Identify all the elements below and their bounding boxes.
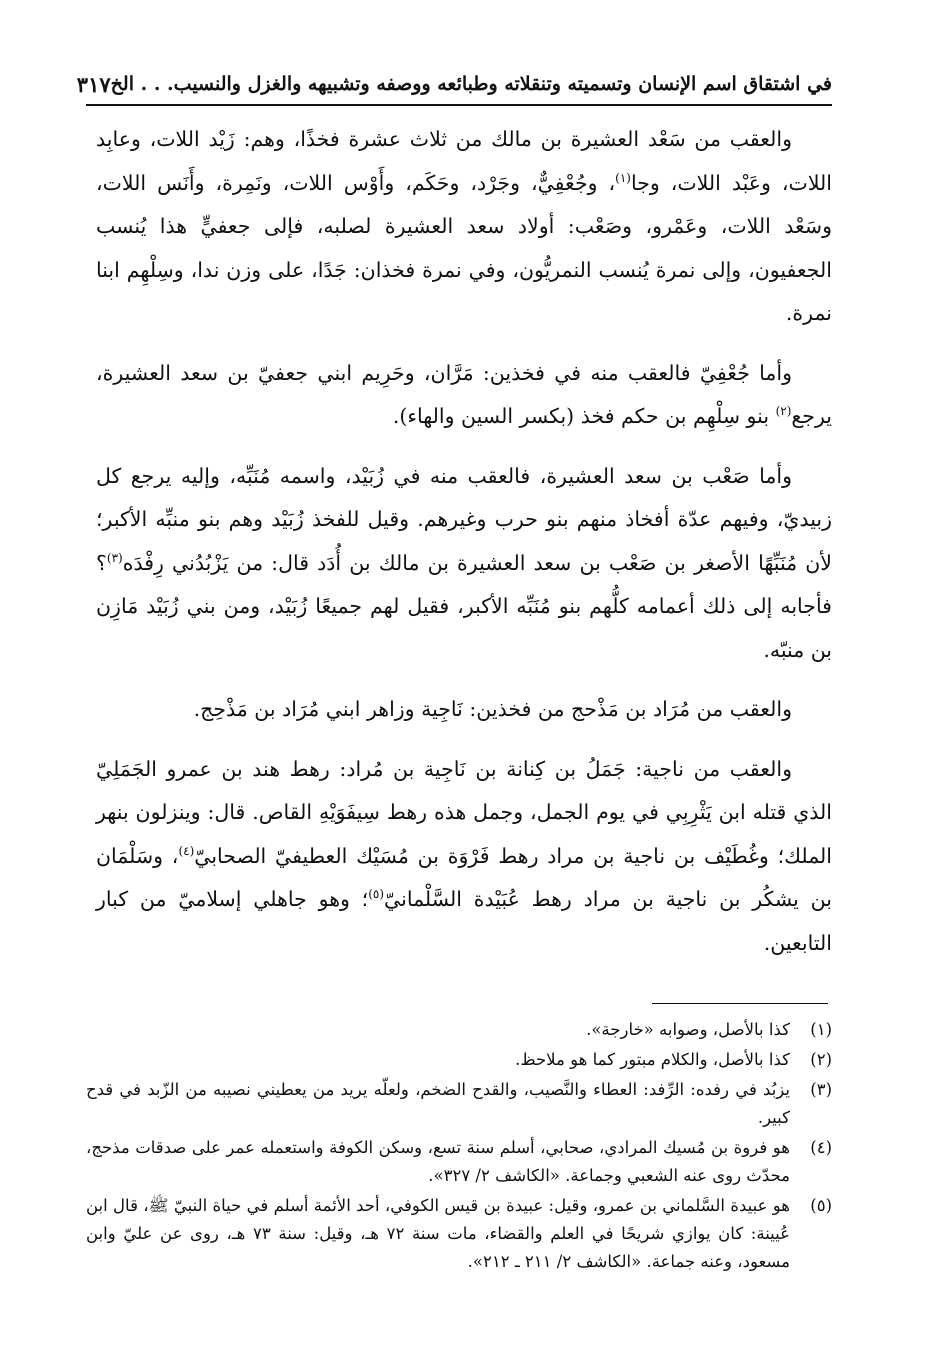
paragraph-1-continuation: ، وجُعْفِيٌّ، وجَرْد، وحَكَم، وأَوْس اللات، ونَمِرة، وأَنَس اللات، وسَعْد اللات، وعَمْرو، وصَعْب: أولاد سعد العشيرة لصلبه، فإلى جعفيٍّ هذا يُنسب الجعفيون، وإلى نمرة يُنسب النمريُّون، وفي نمرة فخذان: جَدًا، على وزن ندا، وسِلْهِم ابنا نمرة. xyxy=(96,170,832,325)
footnote-number: (٤) xyxy=(810,1138,832,1157)
running-header xyxy=(76,64,832,106)
footnote-ref-1: (١) xyxy=(615,170,631,185)
footnote-text: كذا بالأصل، وصوابه «خارجة». xyxy=(586,1020,790,1039)
footnote-number: (٥) xyxy=(810,1196,832,1215)
running-title: في اشتقاق اسم الإنسان وتسميته وتنقلاته وطبائعه ووصفه وتشبيهه والغزل والنسيب. . . الخ xyxy=(110,73,832,95)
footnote-ref-4: (٤) xyxy=(178,843,195,858)
footnote-ref-2: (٢) xyxy=(775,404,792,419)
footnotes xyxy=(86,1016,832,1278)
paragraph-1-text: والعقب من سَعْد العشيرة بن مالك من ثلاث عشرة فخذًا، وهم: زَيْد اللات، وعابِد اللات، وعَبْد اللات، وجا xyxy=(96,127,832,195)
footnote-number: (٣) xyxy=(810,1080,832,1099)
paragraph-2-text: وأما جُعْفِيّ فالعقب منه في فخذين: مَرَّان، وحَرِيم ابني جعفيّ بن سعد العشيرة، يرجع xyxy=(96,360,832,428)
main-text xyxy=(96,118,832,981)
footnote-ref-3: (٣) xyxy=(106,550,123,565)
footnote-ref-5: (٥) xyxy=(368,887,385,902)
paragraph-3-continuation: ؟ فأجابه إلى ذلك أعمامه كلُّهم بنو مُنَبِّه الأكبر، فقيل لهم جميعًا زُبَيْد، ومن بني زُبَيْد مَازِن بن منبّه. xyxy=(96,550,832,662)
footnote-text: كذا بالأصل، والكلام مبتور كما هو ملاحظ. xyxy=(515,1050,790,1069)
footnote-5 xyxy=(86,1192,832,1276)
footnote-number: (٢) xyxy=(810,1050,832,1069)
paragraph-3 xyxy=(96,455,832,673)
footnote-text: هو فروة بن مُسيك المرادي، صحابي، أسلم سنة تسع، وسكن الكوفة واستعمله عمر على صدقات مذحج، محدّث روى عنه الشعبي وجماعة. «الكاشف ٢/ ٣٢٧». xyxy=(86,1138,790,1185)
paragraph-5-middle: ، وسَلْمَان بن يشكُر بن ناجية بن مراد رهط عُبَيْدة السَّلْمانيّ xyxy=(96,843,832,911)
footnote-text: يزبُد في رفده: الرِّفد: العطاء والنَّصيب، والقدح الضخم، ولعلّه يريد من يعطيني نصيبه من الزّبد في قدح كبير. xyxy=(86,1080,790,1127)
paragraph-5-continuation: ؛ وهو جاهلي إسلاميّ من كبار التابعين. xyxy=(96,887,832,955)
paragraph-5 xyxy=(96,748,832,966)
paragraph-4-text: والعقب من مُرَاد بن مَذْحج من فخذين: نَاجِية وزاهر ابني مُرَاد بن مَذْحِج. xyxy=(193,697,792,721)
footnote-2 xyxy=(86,1046,832,1074)
footnote-number: (١) xyxy=(810,1020,832,1039)
paragraph-2 xyxy=(96,352,832,439)
footnote-text: هو عبيدة السَّلماني بن عمرو، وقيل: عبيدة بن قيس الكوفي، أحد الأئمة أسلم في حياة النبيّ ﷺ، قال ابن عُيينة: كان يوازي شريحًا في العلم والقضاء، مات سنة ٧٢ هـ، وقيل: سنة ٧٣ هـ، روى عن عليّ وابن مسعود، وعنه جماعة. «الكاشف ٢/ ٢١١ ـ ٢١٢». xyxy=(86,1196,790,1271)
paragraph-2-continuation: بنو سِلْهِم بن حكم فخذ (بكسر السين والهاء). xyxy=(392,404,776,428)
footnote-1 xyxy=(86,1016,832,1044)
footnote-3 xyxy=(86,1076,832,1132)
paragraph-5-text: والعقب من ناجية: جَمَلُ بن كِنانة بن نَاجِية بن مُراد: رهط هند بن عمرو الجَمَلِيّ الذي قتله ابن يَثْرِبِي في يوم الجمل، وجمل هذه رهط سِيفَوَيْهِ القاص. قال: وينزلون بنهر الملك؛ وغُطَيْف بن ناجية بن مراد رهط فَرْوَة بن مُسَيْك العطيفيّ الصحابيّ xyxy=(96,756,832,868)
paragraph-3-text: وأما صَعْب بن سعد العشيرة، فالعقب منه في زُبَيْد، واسمه مُنَبِّه، وإليه يرجع كل زبيديّ، وفيهم عدّة أفخاذ منهم بنو حرب وغيرهم. وقيل للفخذ زُبَيْد وهم بنو منبِّه الأكبر؛ لأن مُنَبِّهًا الأصغر بن صَعْب بن سعد العشيرة بن مالك بن أُدَد قال: من يَزْبُدُني رِفْدَه xyxy=(96,463,832,575)
page-number: ٣١٧ xyxy=(76,71,111,97)
paragraph-4 xyxy=(96,688,832,732)
footnote-4 xyxy=(86,1134,832,1190)
footnote-separator xyxy=(652,1003,828,1004)
paragraph-1 xyxy=(96,118,832,336)
